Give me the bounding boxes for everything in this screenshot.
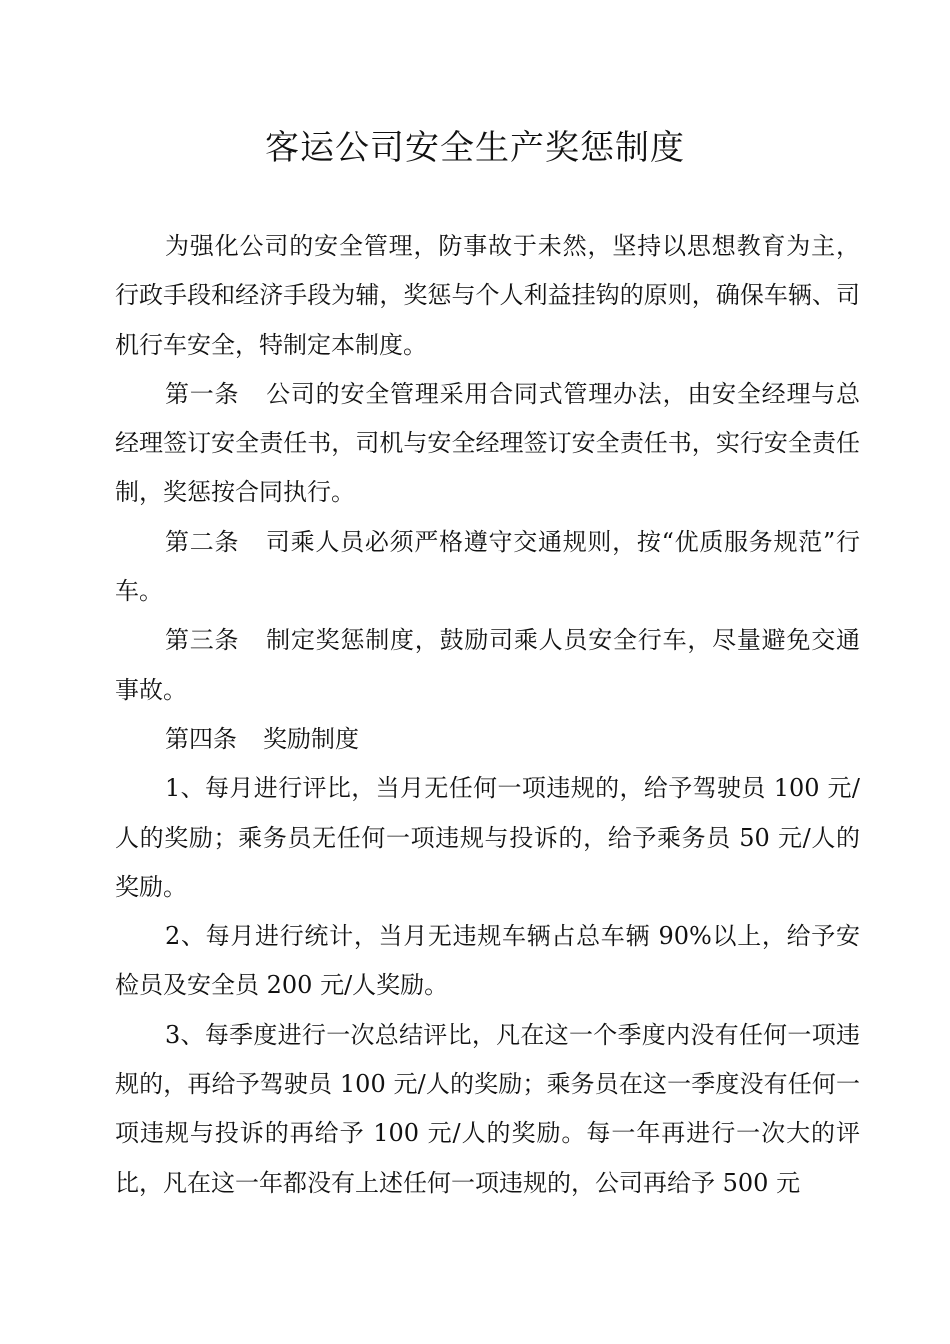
paragraph-item-1 [115,764,860,912]
article-heading: 第三条 [165,626,240,655]
paragraph-text: 为强化公司的安全管理，防事故于未然，坚持以思想教育为主，行政手段和经济手段为辅，奖惩与个人利益挂钩的原则，确保车辆、司机行车安全，特制定本制度。 [115,232,860,359]
paragraph-item-3 [115,1011,860,1208]
paragraph-text: 奖励制度 [263,724,359,753]
paragraph-article-4 [115,715,860,764]
paragraph-article-3 [115,616,860,715]
paragraph-text: 公司的安全管理采用合同式管理办法，由安全经理与总经理签订安全责任书，司机与安全经理签订安全责任书，实行安全责任制，奖惩按合同执行。 [115,379,861,507]
article-heading: 第一条 [165,379,240,408]
document-body [115,222,860,1208]
paragraph-item-2 [115,912,860,1011]
paragraph-text: 2、每月进行统计，当月无违规车辆占总车辆 90%以上，给予安检员及安全员 200 元/人奖励。 [115,922,860,1000]
article-heading: 第四条 [165,724,237,753]
article-heading: 第二条 [165,527,240,556]
paragraph-text: 3、每季度进行一次总结评比，凡在这一个季度内没有任何一项违规的，再给予驾驶员 100 元/人的奖励；乘务员在这一季度没有任何一项违规与投诉的再给予 100 元/人的奖励。每一年再进行一次大的评比，凡在这一年都没有上述任何一项违规的，公司再给予 500 元 [115,1020,860,1197]
paragraph-text: 司乘人员必须严格遵守交通规则，按“优质服务规范”行车。 [115,527,861,606]
document-title: 客运公司安全生产奖惩制度 [265,128,685,168]
paragraph-article-2 [115,518,860,617]
paragraph-text: 1、每月进行评比，当月无任何一项违规的，给予驾驶员 100 元/人的奖励；乘务员无任何一项违规与投诉的，给予乘务员 50 元/人的奖励。 [115,774,860,901]
paragraph-text: 制定奖惩制度，鼓励司乘人员安全行车，尽量避免交通事故。 [115,626,861,704]
paragraph-article-1 [115,370,860,518]
paragraph-intro [115,222,860,370]
